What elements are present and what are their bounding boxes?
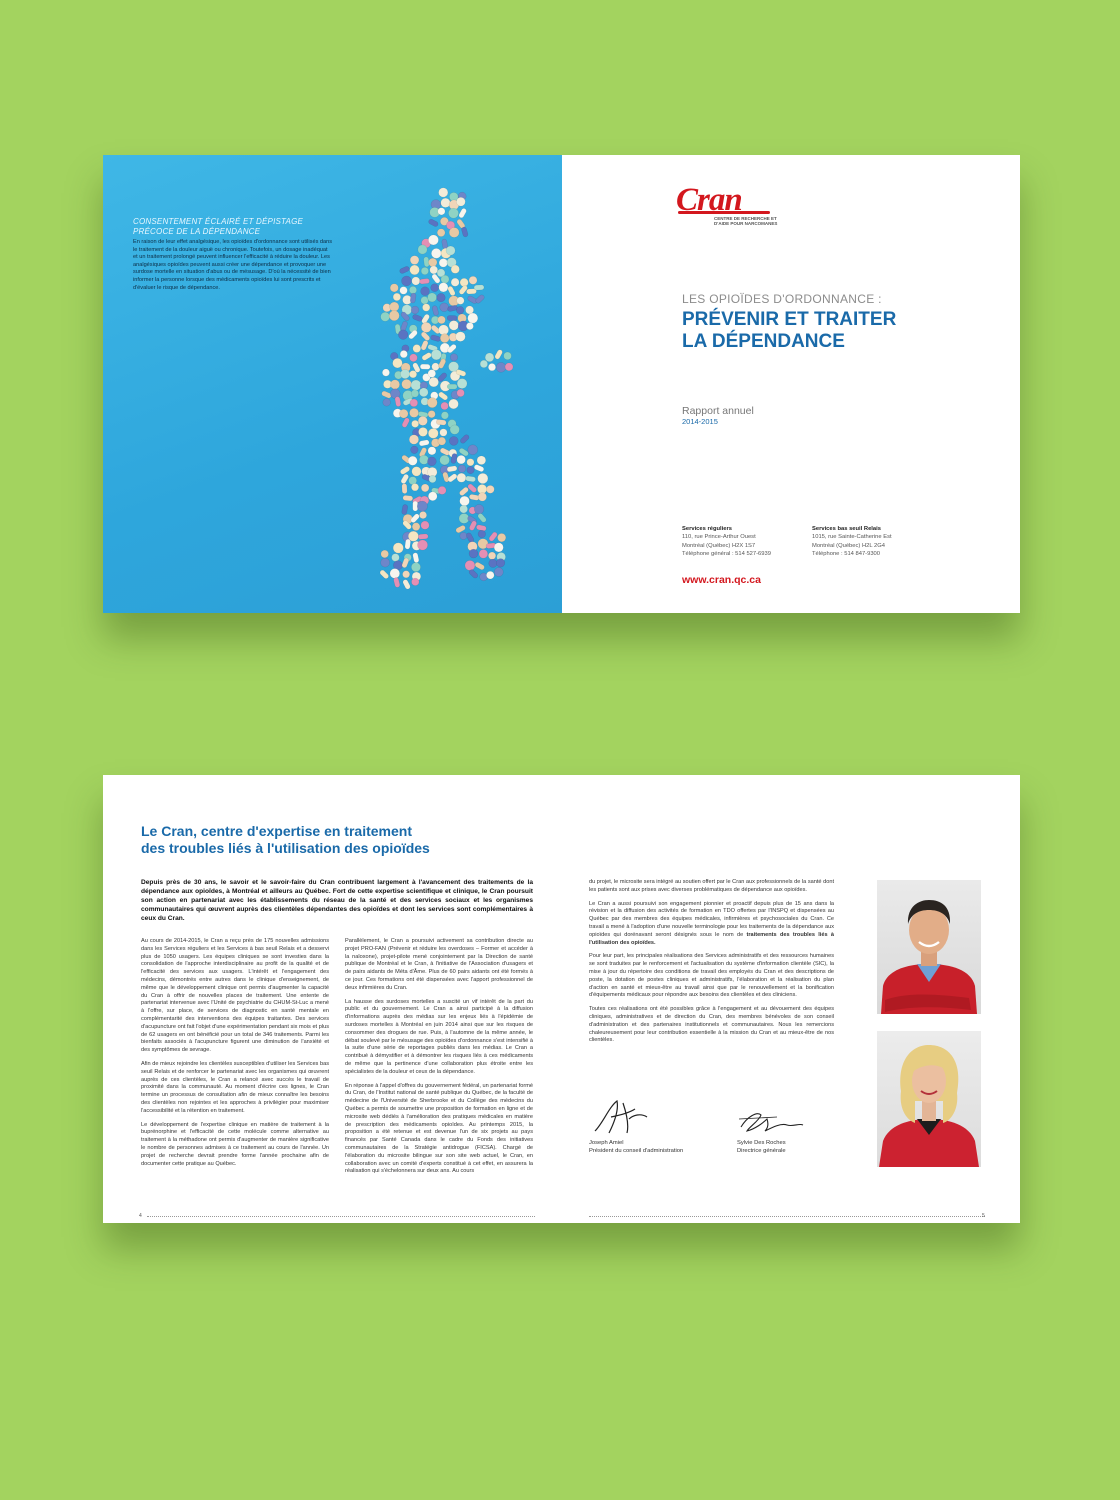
pill [409, 408, 418, 417]
pill [421, 297, 429, 305]
pill [403, 571, 410, 578]
pill [412, 277, 420, 285]
pill [460, 532, 467, 539]
pill [421, 352, 432, 361]
pill [440, 303, 449, 312]
pill [411, 380, 421, 390]
pill [432, 363, 440, 371]
pill [438, 208, 445, 215]
pill [398, 330, 408, 340]
page-number-right: 5 [982, 1213, 985, 1219]
pill [393, 543, 403, 553]
pill [458, 208, 467, 219]
paragraph: Le Cran a aussi poursuivi son engagement pionnier et proactif depuis plus de 15 ans dans la révision et la diffusion des activités de formation en TDO offertes par l'INSPQ et dispensées au Québec par des membres des équipes médicales, infirmières et psychosociales du Cran. Ce travail a mené à l'adoption d'une nouvelle terminologie pour les traitements de la dépendance aux opioïdes qui dorénavant seront désignés sous le nom de traitements des troubles liés à l'utilisation des opioïdes. [589, 900, 834, 946]
pill [478, 493, 487, 502]
pill [402, 483, 408, 493]
pill [430, 334, 441, 342]
pill [438, 316, 446, 324]
pill [456, 306, 464, 314]
consent-text: En raison de leur effet analgésique, les opioïdes d'ordonnance sont utilisés dans le traitement de la douleur aiguë ou chronique. Toutefois, un dosage inadéquat et un traitement prolongé peuvent influencer l'efficacité à réduire la douleur. Les analgésiques opioïdes peuvent aussi créer une dépendance et provoquer une surdose mortelle en situation d'abus ou de mésusage. D'où la nécessité de bien informer la personne lorsque des médicaments opioïdes lui sont prescrits et d'évaluer le risque de dépendance. [133, 239, 333, 291]
pill [411, 390, 418, 397]
pill [412, 552, 419, 563]
pill [451, 265, 459, 273]
pill [418, 245, 427, 254]
pill [478, 473, 488, 483]
paragraph: Parallèlement, le Cran a poursuivi activement sa contribution directe au projet PRO-FAN (Prévenir et réduire les overdoses – Former et accéder à la naloxone), projet-pilote mené conjointement par la Direction de santé publique de Montréal et le Cran, à l'initiative de l'Association d'usagers et de pairs aidants de Méta d'Âme. Plus de 60 pairs aidants ont été formés à ce jour. Ces formations ont été dispensées avec l'apport professionnel de deux infirmières du Cran. [345, 938, 533, 991]
pill [485, 353, 494, 362]
pill [447, 466, 458, 473]
footer-rule-left [147, 1216, 535, 1217]
pill [408, 329, 419, 340]
pill [439, 188, 448, 197]
pill [410, 293, 417, 304]
pill [478, 530, 486, 538]
pill [469, 276, 477, 284]
portrait-photo-woman [877, 1031, 981, 1167]
pill [409, 371, 416, 378]
pill [479, 549, 488, 558]
cover-right-page [562, 155, 1020, 613]
pill [477, 512, 487, 523]
pill [410, 513, 420, 524]
pill [473, 464, 484, 473]
pill [457, 455, 466, 464]
pill [428, 235, 438, 245]
pill [457, 379, 467, 389]
footer-rule-right [589, 1216, 985, 1217]
pill [402, 579, 411, 590]
pill [421, 484, 429, 492]
pill [449, 321, 459, 331]
pill [411, 562, 420, 571]
pill [440, 455, 450, 465]
signature-mark [589, 1097, 659, 1137]
cover-left-page [103, 155, 562, 613]
pill [429, 475, 436, 482]
website-link[interactable]: www.cran.qc.ca [682, 574, 761, 586]
pill [401, 557, 409, 568]
pill [412, 314, 423, 322]
pill [428, 410, 435, 417]
cover-title-block [682, 292, 896, 353]
logo-wordmark: Cran [676, 182, 742, 218]
pill [410, 265, 420, 275]
pill [449, 399, 459, 409]
pill [466, 322, 473, 329]
pill [427, 398, 437, 408]
pill [467, 483, 478, 493]
paragraph: Pour leur part, les principales réalisations des Services administratifs et des ressources humaines se sont traduites par le renforcement et l'actualisation du système d'information clientèle (SIC), la mise à jour du répertoire des conditions de travail des employés du Cran et des descriptions de poste, la dotation de postes cliniques et administratifs, l'élaboration et la réalisation du plan d'action en santé et mieux-être au travail ainsi que par le renouvellement et la bonification d'équipements médicaux pour répondre aux besoins des clientèles et des cliniciens. [589, 953, 834, 999]
pill [412, 523, 420, 531]
pill [505, 363, 513, 371]
pill [411, 446, 419, 454]
pill [486, 571, 494, 579]
pill [439, 283, 448, 292]
pill [408, 456, 417, 465]
pill [418, 427, 427, 436]
pill [438, 325, 448, 335]
signature-president: Joseph Amiel Président du conseil d'administration [589, 1097, 683, 1155]
pill [474, 504, 484, 514]
pill [390, 302, 399, 311]
pill [421, 287, 430, 296]
pill [431, 248, 441, 258]
pill [441, 412, 448, 419]
pill [468, 445, 478, 455]
paragraph: En réponse à l'appel d'offres du gouvernement fédéral, un partenariat formé du Cran, de l'Institut national de santé publique du Québec, de la faculté de médecine de l'Université de Sherbrooke et du Collège des médecins du Québec a permis de soumettre une proposition de formation en ligne et de microsite web dédiés à l'amélioration des pratiques médicales en matière de prescription des médicaments opioïdes. Au printemps 2015, la proposition a été retenue et est devenue l'un de six projets au pays financés par Santé Canada dans le cadre du Fonds des initiatives communautaires de la Stratégie antidrogue (FICSA). Chargé de l'élaboration du microsite bilingue sur son site web actuel, le Cran, en collaboration avec un comité d'experts constitué à cet effet, en assurera la réalisation qui s'échelonnera sur deux ans. Au cours [345, 1082, 533, 1175]
pill [399, 409, 408, 418]
pill [458, 465, 466, 473]
pill [447, 285, 456, 296]
pill [410, 354, 418, 362]
pill [449, 436, 458, 445]
cover-kicker: LES OPIOÏDES D'ORDONNANCE : [682, 292, 882, 306]
pill [437, 293, 445, 301]
pill [441, 402, 449, 410]
logo-subtitle: CENTRE DE RECHERCHE ET D'AIDE POUR NARCOMANES [714, 216, 778, 226]
pill [419, 388, 428, 397]
pill [401, 504, 408, 515]
pill [461, 226, 469, 237]
pill [409, 435, 419, 445]
pill [428, 258, 437, 267]
pill [439, 259, 448, 268]
pill [441, 198, 450, 207]
pill [412, 467, 421, 476]
pill [457, 473, 466, 482]
inside-spread [103, 775, 1020, 1223]
pill [465, 476, 476, 482]
text-column-2 [345, 938, 533, 1182]
pill [431, 350, 441, 360]
pill [474, 285, 484, 291]
consent-title: CONSENTEMENT ÉCLAIRÉ ET DÉPISTAGE PRÉCOCE DE LA DÉPENDANCE [133, 217, 304, 236]
pill [393, 577, 400, 588]
pill [419, 455, 428, 464]
pill [400, 350, 407, 357]
cover-spread [103, 155, 1020, 613]
pill [488, 363, 495, 370]
pill [381, 312, 390, 321]
pill-figure-illustration [103, 155, 562, 613]
pill [413, 345, 421, 353]
inside-left-page [103, 775, 562, 1223]
pill [465, 560, 475, 570]
pill [418, 416, 427, 425]
pill [488, 531, 498, 542]
pill [411, 306, 419, 314]
pill [412, 420, 419, 427]
pill [494, 543, 503, 552]
pill [390, 284, 398, 292]
paragraph: La hausse des surdoses mortelles a suscité un vif intérêt de la part du public et du gouvernement. Le Cran a ainsi participé à la diffusion d'informations auprès des médias sur les enjeux liés à l'épidémie de surdoses mortelles à Montréal en juin 2014 ainsi que sur les risques de consommer des drogues de rue. Puis, à l'automne de la même année, le débat soulevé par le mésusage des opioïdes d'ordonnance s'est intensifié à la suite d'une série de reportages publiés dans les médias. Le Cran a contribué à démystifier et à démontrer les risques liés à ces médicaments de même que la pertinence d'une collaboration plus étroite entre les spécialistes de la douleur et ceux de la dépendance. [345, 998, 533, 1075]
paragraph: Afin de mieux rejoindre les clientèles susceptibles d'utiliser les Services bas seuil Relais et de renforcer le partenariat avec les organismes qui œuvrent auprès de ces clientèles, le Cran a relancé avec succès le travail de proximité dans la communauté. Au moment d'écrire ces lignes, le Cran termine un processus de consultation afin de mieux connaître les besoins des clientèles non rejointes et les approches à privilégier pour maximiser l'accessibilité et la rétention en traitement. [141, 1060, 329, 1114]
pill [429, 377, 439, 387]
pill [400, 369, 409, 378]
pill [456, 197, 465, 206]
pill [393, 358, 403, 368]
pill [400, 473, 409, 484]
report-label-block [682, 405, 754, 426]
paragraph: Au cours de 2014-2015, le Cran a reçu près de 175 nouvelles admissions dans les Services réguliers et les Services à bas seuil Relais et a desservi plus de 1050 usagers. Les équipes cliniques se sont investies dans la consolidation de l'approche interdisciplinaire au profit de la qualité et de l'efficacité des services aux usagers. L'intérêt et l'engagement des médecins, démontrés entre autres dans le clinique d'enseignement, de même que le développement clinique ont permis d'augmenter la capacité du Cran à offrir de nouvelles places de traitement. Une entente de partenariat intervenue avec l'Unité de psychiatrie du CHUM-St-Luc a mené à l'offre, sur place, de services de diagnostic en santé mentale en complémentarité des interventions des équipes traitantes. Des services d'acupuncture ont fait l'objet d'une expérimentation pendant six mois et plus de 62 usagers en ont bénéficié pour un total de 346 traitements. Parmi les bienfaits associés à l'acupuncture figurent une diminution de l'anxiété et des symptômes de sevrage. [141, 938, 329, 1054]
pill [428, 428, 438, 438]
pill [410, 256, 419, 265]
pill [436, 419, 447, 425]
pill [438, 358, 447, 369]
pill [390, 569, 400, 579]
pill [382, 369, 389, 376]
pill [468, 313, 478, 323]
paragraph: Toutes ces réalisations ont été possibles grâce à l'engagement et au dévouement des équipes cliniques, administratives et de direction du Cran, des membres bénévoles de son conseil d'administration et des partenaires institutionnels et communautaires. Nous les remercions chaleureusement pour leur contribution essentielle à la mission du Cran et au mieux-être de nos clientèles. [589, 1006, 834, 1044]
pill [469, 520, 478, 531]
pill [430, 266, 438, 274]
pill [475, 294, 486, 304]
pill [457, 297, 465, 305]
pill [474, 561, 485, 570]
pill [460, 505, 468, 513]
pill [428, 218, 439, 227]
pill [460, 496, 470, 506]
pill [381, 558, 390, 567]
pill [486, 485, 494, 493]
pill [428, 492, 437, 501]
pill [405, 539, 411, 550]
pill [496, 362, 506, 372]
pill [446, 246, 455, 255]
pill [432, 305, 439, 316]
pill [450, 354, 457, 361]
paragraph: du projet, le microsite sera intégré au soutien offert par le Cran aux professionnels de la santé dont les patients sont aux prises avec diverses problématiques de dépendance aux opioïdes. [589, 879, 834, 893]
portrait-woman-illustration [877, 1031, 981, 1167]
pill [419, 511, 426, 518]
pill [421, 267, 428, 274]
pill [457, 389, 465, 397]
pill [438, 437, 446, 445]
pill [468, 569, 479, 580]
services-relais: Services bas seuil Relais 1015, rue Sainte-Catherine Est Montréal (Québec) H2L 2G4 Téléphone : 514 847-9300 [812, 526, 892, 558]
pill [467, 466, 474, 473]
text-column-3 [589, 879, 834, 1051]
pill [410, 399, 418, 407]
pill [459, 434, 470, 445]
pill [400, 287, 408, 295]
pill [451, 278, 459, 286]
pill [477, 456, 486, 465]
pill [427, 457, 436, 466]
pill [395, 396, 402, 407]
page-number-left: 4 [139, 1213, 142, 1219]
pill [417, 540, 427, 550]
pill [428, 293, 437, 302]
pill [469, 549, 478, 558]
pill [431, 284, 439, 292]
pill [496, 559, 505, 568]
pill [488, 552, 495, 559]
pill [489, 559, 497, 567]
pill [421, 521, 429, 529]
inside-right-page [562, 775, 1020, 1223]
pill [441, 275, 449, 283]
report-label: Rapport annuel [682, 405, 754, 417]
pill [504, 352, 512, 360]
pill [440, 334, 449, 343]
cran-logo [676, 183, 784, 226]
pill [411, 484, 418, 491]
pill [448, 208, 458, 218]
pill [480, 360, 488, 368]
pill [383, 398, 391, 406]
paragraph: Le développement de l'expertise clinique en matière de traitement à la buprénorphine et l'efficacité de cette molécule comme alternative au traitement à la méthadone ont permis d'augmenter de manière significative le nombre de personnes admises à ce traitement au cours de l'année. Un projet de recherche devrait prendre forme l'année prochaine afin de documenter cette pratique au Québec. [141, 1121, 329, 1167]
report-years: 2014-2015 [682, 417, 718, 426]
pill [392, 554, 400, 562]
pill [459, 486, 470, 496]
pill [449, 227, 459, 237]
pill [403, 495, 413, 501]
pill [389, 310, 399, 320]
pill [428, 370, 436, 378]
pill [494, 568, 503, 577]
pill [402, 276, 412, 286]
pill [428, 447, 436, 455]
pill [401, 417, 410, 428]
text-column-1 [141, 938, 329, 1174]
pill [437, 229, 445, 237]
pill [420, 331, 431, 342]
pill [390, 380, 399, 389]
cover-title: PRÉVENIR ET TRAITER LA DÉPENDANCE [682, 309, 897, 352]
pill [399, 466, 410, 476]
pill [420, 340, 429, 351]
pill [447, 384, 457, 389]
pill [379, 569, 390, 580]
pill [447, 315, 457, 320]
portrait-man-illustration [877, 880, 981, 1014]
pill [399, 266, 410, 275]
pill [411, 578, 419, 586]
pill [402, 379, 412, 389]
services-regular: Services réguliers 110, rue Prince-Arthur Ouest Montréal (Québec) H2X 1S7 Téléphone général : 514 527-6939 [682, 526, 771, 558]
pill [418, 534, 428, 540]
pill [417, 501, 427, 511]
pill [420, 364, 430, 369]
pill [419, 278, 429, 284]
pill [438, 486, 446, 494]
pill [438, 391, 449, 401]
signature-director: Sylvie Des Roches Directrice générale [737, 1105, 807, 1155]
pill [440, 429, 447, 436]
section-heading: Le Cran, centre d'expertise en traitement des troubles liés à l'utilisation des opioïdes [141, 823, 430, 856]
pill [497, 533, 505, 541]
portrait-photo-man [877, 880, 981, 1014]
pill [381, 550, 389, 558]
pill [467, 459, 474, 466]
pill [409, 286, 416, 293]
pill [450, 425, 459, 434]
signature-mark [737, 1105, 807, 1137]
pill [422, 304, 430, 312]
pill [494, 349, 503, 360]
lead-paragraph: Depuis près de 30 ans, le savoir et le savoir-faire du Cran contribuent largement à l'avancement des traitements de la dépendance aux opioïdes, à Montréal et ailleurs au Québec. Fort de cette expertise scientifique et clinique, le Cran poursuit son action en partenariat avec les établissements du réseau de la santé et des services sociaux et les organismes communautaires qui œuvrent auprès des clientèles dépendantes des opioïdes et dont les services sont complémentaires à ceux du Cran. [141, 879, 533, 922]
pill [456, 332, 466, 342]
pill [393, 293, 401, 301]
pill [419, 439, 430, 446]
pill [447, 473, 458, 483]
pill [421, 322, 431, 332]
